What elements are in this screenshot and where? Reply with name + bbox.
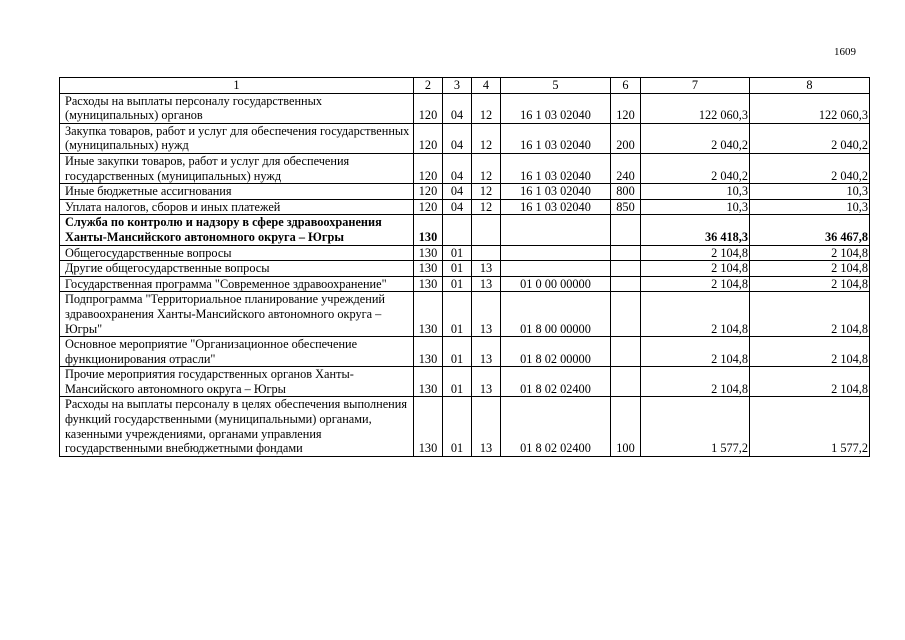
row-label: Иные закупки товаров, работ и услуг для обеспечения государственных (муниципальных) нужд: [60, 153, 414, 183]
cell-col-5: 01 8 00 00000: [501, 292, 611, 337]
cell-col-4: 12: [472, 93, 501, 123]
cell-col-4: 13: [472, 276, 501, 292]
table-row: [60, 337, 870, 367]
cell-col-6: 200: [611, 123, 641, 153]
col-header-8: 8: [750, 78, 870, 94]
cell-col-2: 130: [414, 261, 443, 277]
cell-col-3: 01: [443, 397, 472, 456]
cell-col-7: 2 104,8: [641, 261, 750, 277]
cell-col-2: 130: [414, 292, 443, 337]
col-header-1: 1: [60, 78, 414, 94]
cell-col-6: 800: [611, 184, 641, 200]
cell-col-5: 01 8 02 02400: [501, 367, 611, 397]
table-row: [60, 215, 870, 245]
cell-col-7: 10,3: [641, 184, 750, 200]
cell-col-3: 01: [443, 245, 472, 261]
cell-col-7: 2 104,8: [641, 337, 750, 367]
cell-col-3: 01: [443, 261, 472, 277]
cell-col-6: [611, 245, 641, 261]
cell-col-2: 130: [414, 397, 443, 456]
cell-col-3: [443, 215, 472, 245]
row-label: Расходы на выплаты персоналу в целях обеспечения выполнения функций государственными (муниципальными) органами, казенными учреждениями, органами управления государственными внебюджетными фондами: [60, 397, 414, 456]
row-label: Уплата налогов, сборов и иных платежей: [60, 199, 414, 215]
row-label: Иные бюджетные ассигнования: [60, 184, 414, 200]
cell-col-7: 2 040,2: [641, 153, 750, 183]
table-row: [60, 276, 870, 292]
col-header-3: 3: [443, 78, 472, 94]
col-header-5: 5: [501, 78, 611, 94]
cell-col-4: [472, 215, 501, 245]
cell-col-7: 2 104,8: [641, 292, 750, 337]
table-row: [60, 245, 870, 261]
cell-col-5: 16 1 03 02040: [501, 184, 611, 200]
cell-col-8: 2 104,8: [750, 245, 870, 261]
cell-col-2: 130: [414, 215, 443, 245]
cell-col-7: 2 104,8: [641, 367, 750, 397]
cell-col-2: 130: [414, 245, 443, 261]
col-header-2: 2: [414, 78, 443, 94]
cell-col-6: [611, 292, 641, 337]
table-row: [60, 292, 870, 337]
cell-col-3: 04: [443, 184, 472, 200]
row-label: Закупка товаров, работ и услуг для обеспечения государственных (муниципальных) нужд: [60, 123, 414, 153]
table-row: [60, 261, 870, 277]
cell-col-5: 16 1 03 02040: [501, 199, 611, 215]
cell-col-4: 13: [472, 292, 501, 337]
cell-col-5: [501, 215, 611, 245]
cell-col-8: 10,3: [750, 199, 870, 215]
cell-col-4: 12: [472, 199, 501, 215]
cell-col-5: 01 8 02 00000: [501, 337, 611, 367]
cell-col-6: [611, 276, 641, 292]
cell-col-7: 2 104,8: [641, 245, 750, 261]
cell-col-4: 12: [472, 184, 501, 200]
table-row: [60, 123, 870, 153]
table-row: [60, 367, 870, 397]
cell-col-8: 36 467,8: [750, 215, 870, 245]
cell-col-7: 122 060,3: [641, 93, 750, 123]
row-label: Общегосударственные вопросы: [60, 245, 414, 261]
table-row: [60, 184, 870, 200]
cell-col-2: 120: [414, 199, 443, 215]
cell-col-7: 36 418,3: [641, 215, 750, 245]
cell-col-6: 850: [611, 199, 641, 215]
cell-col-6: 120: [611, 93, 641, 123]
cell-col-2: 130: [414, 367, 443, 397]
cell-col-4: 13: [472, 337, 501, 367]
cell-col-7: 2 104,8: [641, 276, 750, 292]
budget-table: [59, 77, 870, 457]
cell-col-2: 120: [414, 153, 443, 183]
cell-col-3: 01: [443, 367, 472, 397]
cell-col-2: 120: [414, 184, 443, 200]
cell-col-5: 01 8 02 02400: [501, 397, 611, 456]
cell-col-7: 10,3: [641, 199, 750, 215]
cell-col-8: 1 577,2: [750, 397, 870, 456]
row-label: Расходы на выплаты персоналу государственных (муниципальных) органов: [60, 93, 414, 123]
cell-col-4: 13: [472, 367, 501, 397]
cell-col-8: 2 040,2: [750, 153, 870, 183]
table-header-row: [60, 78, 870, 94]
cell-col-5: [501, 261, 611, 277]
cell-col-7: 1 577,2: [641, 397, 750, 456]
cell-col-3: 01: [443, 292, 472, 337]
cell-col-5: 16 1 03 02040: [501, 153, 611, 183]
cell-col-5: 01 0 00 00000: [501, 276, 611, 292]
cell-col-8: 2 104,8: [750, 261, 870, 277]
row-label: Другие общегосударственные вопросы: [60, 261, 414, 277]
cell-col-8: 2 104,8: [750, 276, 870, 292]
cell-col-4: 12: [472, 153, 501, 183]
cell-col-6: [611, 215, 641, 245]
col-header-6: 6: [611, 78, 641, 94]
cell-col-8: 10,3: [750, 184, 870, 200]
cell-col-5: [501, 245, 611, 261]
cell-col-3: 04: [443, 93, 472, 123]
cell-col-2: 130: [414, 276, 443, 292]
cell-col-2: 130: [414, 337, 443, 367]
row-label: Государственная программа "Современное здравоохранение": [60, 276, 414, 292]
cell-col-2: 120: [414, 123, 443, 153]
row-label: Основное мероприятие "Организационное обеспечение функционирования отрасли": [60, 337, 414, 367]
cell-col-6: [611, 367, 641, 397]
cell-col-6: 240: [611, 153, 641, 183]
table-row: [60, 397, 870, 456]
cell-col-7: 2 040,2: [641, 123, 750, 153]
row-label: Прочие мероприятия государственных органов Ханты-Мансийского автономного округа – Югры: [60, 367, 414, 397]
cell-col-5: 16 1 03 02040: [501, 123, 611, 153]
cell-col-6: [611, 337, 641, 367]
cell-col-8: 122 060,3: [750, 93, 870, 123]
cell-col-4: 13: [472, 261, 501, 277]
cell-col-8: 2 104,8: [750, 337, 870, 367]
cell-col-3: 04: [443, 199, 472, 215]
col-header-7: 7: [641, 78, 750, 94]
table-row: [60, 93, 870, 123]
cell-col-3: 04: [443, 123, 472, 153]
cell-col-4: [472, 245, 501, 261]
row-label: Служба по контролю и надзору в сфере здравоохранения Ханты-Мансийского автономного округа – Югры: [60, 215, 414, 245]
table-row: [60, 153, 870, 183]
page-number: 1609: [834, 46, 856, 58]
cell-col-4: 13: [472, 397, 501, 456]
cell-col-6: 100: [611, 397, 641, 456]
col-header-4: 4: [472, 78, 501, 94]
table-row: [60, 199, 870, 215]
cell-col-5: 16 1 03 02040: [501, 93, 611, 123]
cell-col-3: 01: [443, 337, 472, 367]
cell-col-4: 12: [472, 123, 501, 153]
row-label: Подпрограмма "Территориальное планирование учреждений здравоохранения Ханты-Мансийского автономного округа – Югры": [60, 292, 414, 337]
cell-col-8: 2 040,2: [750, 123, 870, 153]
cell-col-6: [611, 261, 641, 277]
cell-col-8: 2 104,8: [750, 367, 870, 397]
cell-col-3: 01: [443, 276, 472, 292]
cell-col-2: 120: [414, 93, 443, 123]
cell-col-8: 2 104,8: [750, 292, 870, 337]
cell-col-3: 04: [443, 153, 472, 183]
